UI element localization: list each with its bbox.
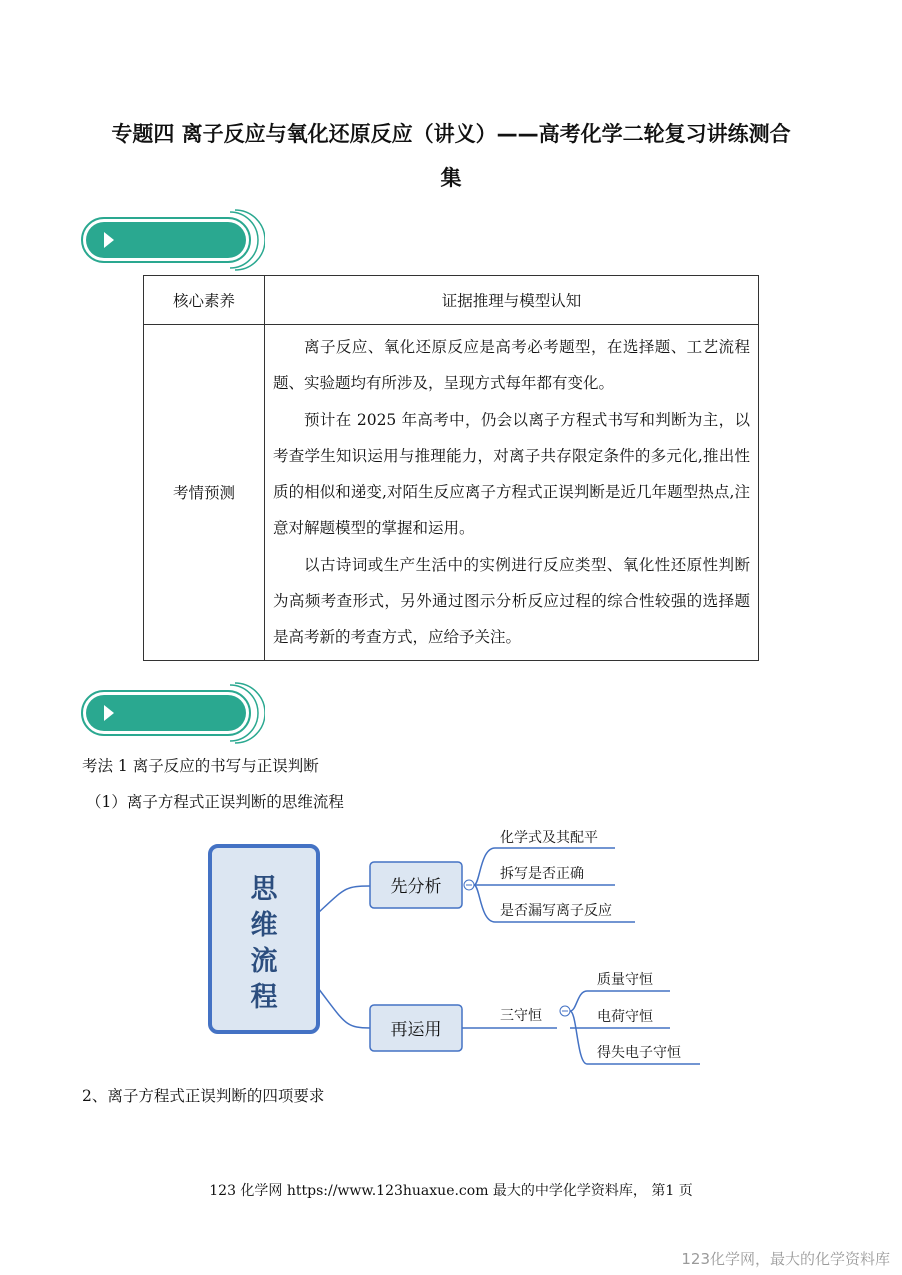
analyze-item-1: 化学式及其配平 [500,830,598,846]
page-footer: 123 化学网 https://www.123huaxue.com 最大的中学化学资料库， 第1 页 [209,1183,693,1199]
forecast-paragraph-3: 以古诗词或生产生活中的实例进行反应类型、氧化性还原性判断为高频考查形式，另外通过图示分析反应过程的综合性较强的选择题是高考新的考查方式，应给予关注。 [273,555,750,647]
root-char-4: 程 [250,982,278,1013]
apply-item-1: 质量守恒 [597,972,653,988]
apply-item-3: 得失电子守恒 [597,1045,681,1061]
thinking-flow-mindmap [195,818,715,1082]
bottom-section-title: 2、离子方程式正误判断的四项要求 [82,1087,325,1105]
root-char-3: 流 [250,946,278,977]
sub-node-three-conservations: 三守恒 [500,1008,542,1024]
title-line-2: 集 [440,166,462,190]
row-label-cell: 考情预测 [144,325,265,661]
header-value-cell: 证据推理与模型认知 [265,276,759,325]
forecast-content-cell [265,325,759,661]
forecast-paragraph-1: 离子反应、氧化还原反应是高考必考题型，在选择题、工艺流程题、实验题均有所涉及，呈现方式每年都有变化。 [273,338,750,393]
table-row [144,276,759,325]
forecast-paragraph-2: 预计在 2025 年高考中，仍会以离子方程式书写和判断为主，以考查学生知识运用与推理能力，对离子共存限定条件的多元化,推出性质的相似和递变,对陌生反应离子方程式正误判断是近几年题型热点,注意对解题模型的掌握和运用。 [273,410,750,538]
sub-title: （1）离子方程式正误判断的思维流程 [86,793,344,811]
root-char-2: 维 [250,910,278,941]
table-row [144,325,759,661]
section-marker-2 [80,682,265,744]
method-title: 考法 1 离子反应的书写与正误判断 [82,757,319,775]
branch-label-analyze: 先分析 [390,877,442,897]
header-label-cell: 核心素养 [144,276,265,325]
section-marker-1 [80,209,265,271]
analyze-item-3: 是否漏写离子反应 [500,903,612,919]
analyze-item-2: 拆写是否正确 [500,866,584,882]
document-title [60,112,842,200]
watermark: 123化学网，最大的化学资料库 [681,1250,890,1268]
root-char-1: 思 [250,874,278,905]
core-literacy-table [143,275,759,661]
apply-item-2: 电荷守恒 [597,1009,653,1025]
branch-label-apply: 再运用 [390,1020,442,1040]
title-line-1: 专题四 离子反应与氧化还原反应（讲义）——高考化学二轮复习讲练测合 [111,122,791,146]
